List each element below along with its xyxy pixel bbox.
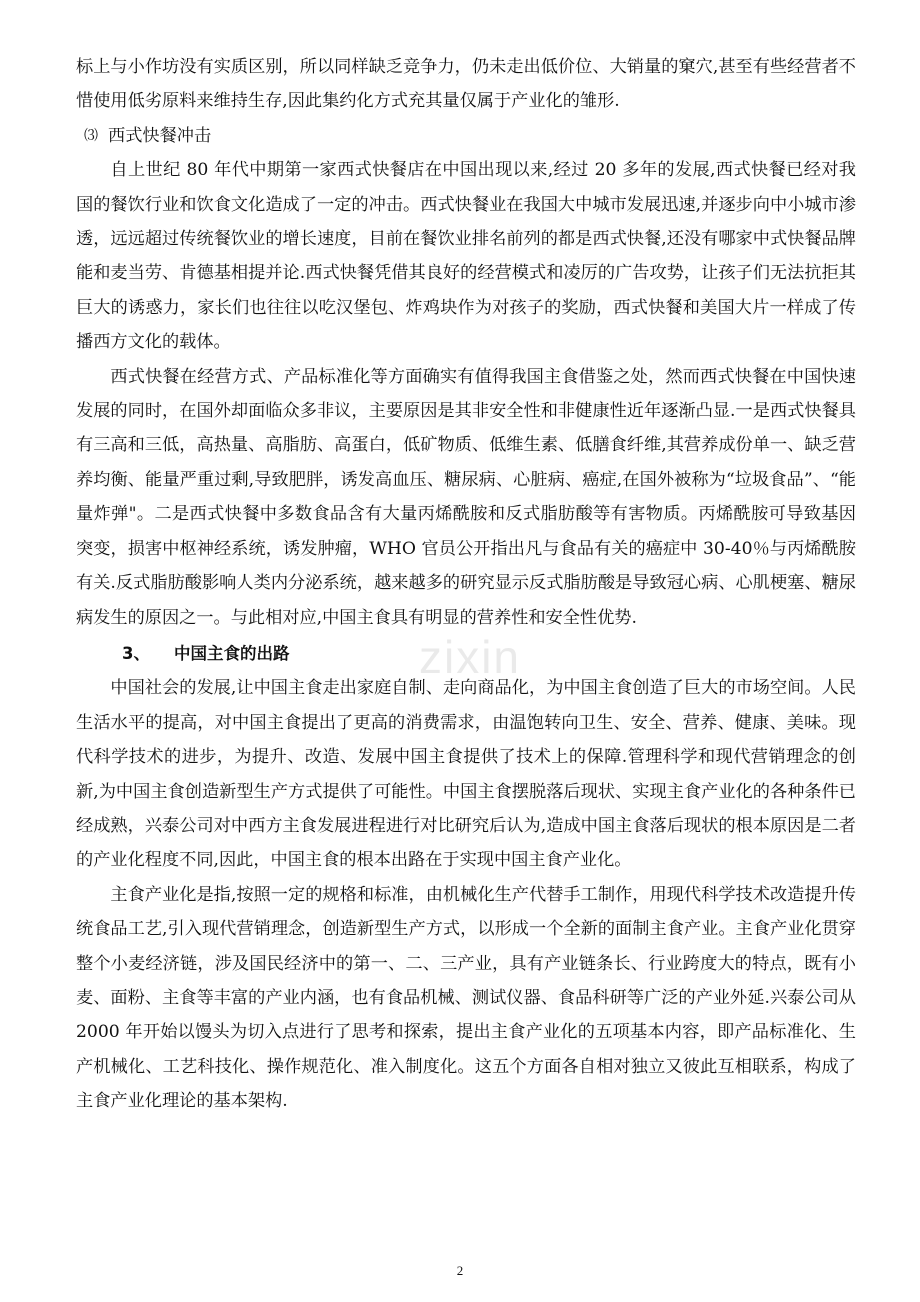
subsection-heading [76,119,856,153]
section-heading [76,637,856,671]
subsection-number: ⑶ [84,127,98,144]
section-title: 中国主食的出路 [173,643,290,663]
paragraph: 西式快餐在经营方式、产品标准化等方面确实有值得我国主食借鉴之处，然而西式快餐在中国快速发展的同时，在国外却面临众多非议，主要原因是其非安全性和非健康性近年逐渐凸显.一是西式快餐具有三高和三低，高热量、高脂肪、高蛋白，低矿物质、低维生素、低膳食纤维,其营养成份单一、缺乏营养均衡、能量严重过剩,导致肥胖，诱发高血压、糖尿病、心脏病、癌症,在国外被称为“垃圾食品”、“能量炸弹"。二是西式快餐中多数食品含有大量丙烯酰胺和反式脂肪酸等有害物质。丙烯酰胺可导致基因突变，损害中枢神经系统，诱发肿瘤，WHO 官员公开指出凡与食品有关的癌症中 30-40％与丙烯酰胺有关.反式脂肪酸影响人类内分泌系统，越来越多的研究显示反式脂肪酸是导致冠心病、心肌梗塞、糖尿病发生的原因之一。与此相对应,中国主食具有明显的营养性和安全性优势. [76,366,856,628]
paragraph: 自上世纪 80 年代中期第一家西式快餐店在中国出现以来,经过 20 多年的发展,西式快餐已经对我国的餐饮行业和饮食文化造成了一定的冲击。西式快餐业在我国大中城市发展迅速,并逐步向中小城市渗透，远远超过传统餐饮业的增长速度，目前在餐饮业排名前列的都是西式快餐,还没有哪家中式快餐品牌能和麦当劳、肯德基相提并论.西式快餐凭借其良好的经营模式和凌厉的广告攻势，让孩子们无法抗拒其巨大的诱惑力，家长们也往往以吃汉堡包、炸鸡块作为对孩子的奖励，西式快餐和美国大片一样成了传播西方文化的载体。 [76,160,856,353]
paragraph: 中国社会的发展,让中国主食走出家庭自制、走向商品化，为中国主食创造了巨大的市场空间。人民生活水平的提高，对中国主食提出了更高的消费需求，由温饱转向卫生、安全、营养、健康、美味。现代科学技术的进步，为提升、改造、发展中国主食提供了技术上的保障.管理科学和现代营销理念的创新,为中国主食创造新型生产方式提供了可能性。中国主食摆脱落后现状、实现主食产业化的各种条件已经成熟，兴泰公司对中西方主食发展进程进行对比研究后认为,造成中国主食落后现状的根本原因是二者的产业化程度不同,因此，中国主食的根本出路在于实现中国主食产业化。 [76,678,856,871]
document-body [76,50,856,1119]
section-number: 3、 [122,643,150,663]
page-number: 2 [456,1263,464,1278]
watermark: zixin [418,631,522,683]
subsection-title: 西式快餐冲击 [108,125,212,146]
paragraph: 主食产业化是指,按照一定的规格和标准，由机械化生产代替手工制作，用现代科学技术改造提升传统食品工艺,引入现代营销理念，创造新型生产方式，以形成一个全新的面制主食产业。主食产业化贯穿整个小麦经济链，涉及国民经济中的第一、二、三产业，具有产业链条长、行业跨度大的特点，既有小麦、面粉、主食等丰富的产业内涵，也有食品机械、测试仪器、食品科研等广泛的产业外延.兴泰公司从 2000 年开始以馒头为切入点进行了思考和探索，提出主食产业化的五项基本内容，即产品标准化、生产机械化、工艺科技化、操作规范化、准入制度化。这五个方面各自相对独立又彼此互相联系，构成了主食产业化理论的基本架构. [76,884,856,1112]
paragraph-continued: 标上与小作坊没有实质区别，所以同样缺乏竞争力，仍未走出低价位、大销量的窠穴,甚至有些经营者不惜使用低劣原料来维持生存,因此集约化方式充其量仅属于产业化的雏形. [76,57,856,112]
